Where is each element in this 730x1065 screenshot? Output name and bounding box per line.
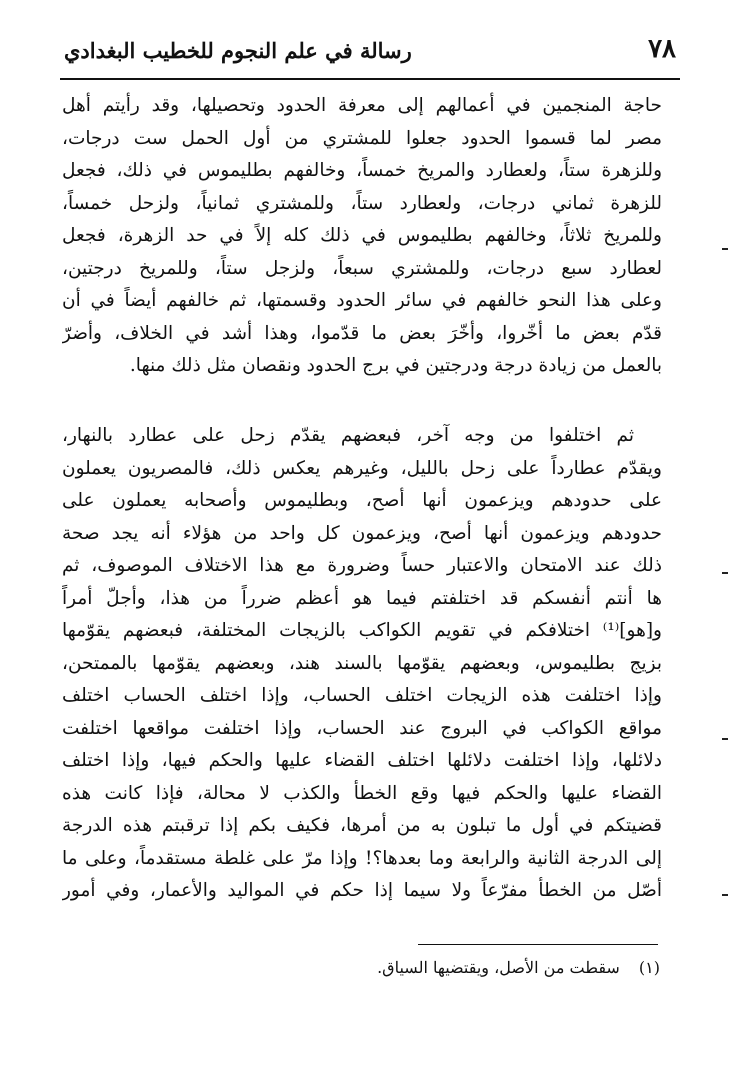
footnote-marker: (١) xyxy=(638,958,660,977)
scan-mark xyxy=(722,738,728,740)
page-number: ٧٨ xyxy=(648,34,676,64)
text-line: وعلى هذا النحو خالفهم في سائر الحدود وقسمتها، ثم خالفهم أيضاً في أن xyxy=(62,290,662,311)
text-line: ويقدّم عطارداً على زحل بالليل، وغيرهم يعكس ذلك، فالمصريون يعملون xyxy=(62,457,662,479)
running-title: رسالة في علم النجوم للخطيب البغدادي xyxy=(64,38,412,63)
paragraph-2 xyxy=(62,420,662,908)
header-rule xyxy=(60,78,680,80)
text-line: مواقع الكواكب في البروج عند الحساب، وإذا اختلفت مواقعها اختلفت xyxy=(62,717,662,739)
text-line: إلى الدرجة الثانية والرابعة وما بعدها؟! وإذا مرّ على غلطة مستقدماً، وعلى ما xyxy=(62,847,662,869)
text-line: ذلك عند الامتحان والاعتبار حساً وضرورة مع هذا الاختلاف الموصوف، ثم xyxy=(62,555,662,576)
text-line: القضاء عليها والحكم فيها وقع الخطأ والكذب لا محالة، فإذا كانت هذه xyxy=(62,782,662,804)
paragraph-1 xyxy=(62,90,662,383)
text-line: حاجة المنجمين في أعمالهم إلى معرفة الحدود وتحصيلها، وقد رأيتم أهل xyxy=(62,95,662,116)
text-line: وإذا اختلفت هذه الزيجات اختلف الحساب، وإذا اختلف الحساب اختلف xyxy=(62,685,662,706)
page-header xyxy=(64,32,676,76)
text-line: دلائلها، وإذا اختلفت دلائلها اختلف القضاء عليها والحكم فيها، وإذا اختلف xyxy=(62,750,662,771)
text-line: ثم اختلفوا من وجه آخر، فبعضهم يقدّم زحل على عطارد بالنهار، xyxy=(62,425,634,446)
text-line: أصّل من الخطأ مفرّعاً ولا سيما إذا حكم في المواليد والأعمار، وفي أمور xyxy=(62,880,662,901)
text-line: للزهرة ثماني درجات، ولعطارد ستاً، وللمشتري ثمانياً، ولزحل خمساً، xyxy=(62,192,662,214)
text-line: لعطارد سبع درجات، وللمشتري سبعاً، ولزجل ستاً، وللمريخ درجتين، xyxy=(62,257,662,279)
scan-mark xyxy=(722,248,728,250)
text-line: على حدودهم ويزعمون أنها أصح، وبطليموس وأصحابه يعملون على xyxy=(62,490,662,511)
text-line: بزيج بطليموس، وبعضهم يقوّمها بالسند هند، وبعضهم يقوّمها بالممتحن، xyxy=(62,652,662,674)
text-line: وللزهرة ستاً، ولعطارد والمريخ خمساً، وخالفهم بطليموس في ذلك، فجعل xyxy=(62,160,662,181)
text-line: بالعمل من زيادة درجة ودرجتين في برج الحدود ونقصان مثل ذلك منها. xyxy=(129,355,662,376)
text-line: قضيتكم في أول ما تبلون به من أمرها، فكيف بكم إذا ترقبتم هذه الدرجة xyxy=(62,815,662,836)
footnote-text: سقطت من الأصل، ويقتضيها السياق. xyxy=(377,958,620,977)
text-line: حدودهم ويزعمون أنها أصح، ويزعمون كل واحد من هؤلاء أنه يجد صحة xyxy=(62,522,662,544)
text-line: قدّم بعض ما أخّروا، وأخّرَ بعض ما قدّموا، وهذا أشد في الخلاف، وأضرّ xyxy=(62,322,662,344)
footnote-rule xyxy=(418,944,658,945)
scan-mark xyxy=(722,572,728,574)
text-line: وللمريخ ثلاثاً، وخالفهم بطليموس في ذلك كله إلاً في حد الزهرة، فجعل xyxy=(62,225,662,246)
text-line: و[هو]⁽¹⁾ اختلافكم في تقويم الكواكب بالزيجات المختلفة، فبعضهم يقوّمها xyxy=(62,620,662,641)
text-line: ها أنتم أنفسكم قد اختلفتم فيما هو أعظم ضرراً من هذا، وأجلّ أمراً xyxy=(62,587,662,609)
text-line: مصر لما قسموا الحدود جعلوا للمشتري من أول الحمل ست درجات، xyxy=(62,127,662,149)
scan-mark xyxy=(722,894,728,896)
footnote xyxy=(377,958,660,977)
